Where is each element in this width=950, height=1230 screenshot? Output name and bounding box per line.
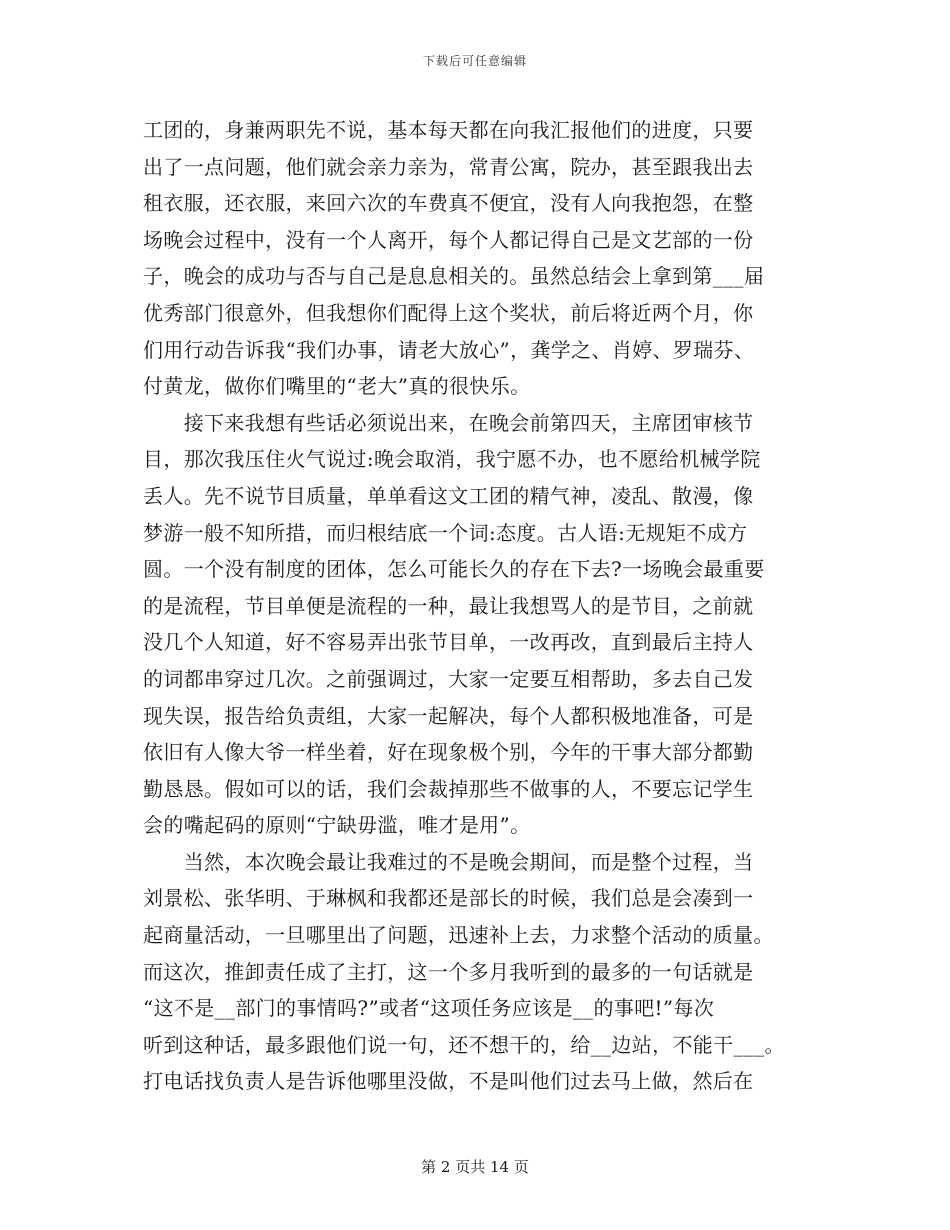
text-line: 会的嘴起码的原则“宁缺毋滥，唯才是用”。 (143, 813, 531, 838)
text-line: 工团的，身兼两职先不说，基本每天都在向我汇报他们的进度，只要 (143, 118, 754, 142)
text-line: 起商量活动，一旦哪里出了问题，迅速补上去，力求整个活动的质量。 (143, 923, 774, 948)
text-line: 优秀部门很意外，但我想你们配得上这个奖状，前后将近两个月，你 (143, 300, 754, 325)
text-line: 付黄龙，做你们嘴里的“老大”真的很快乐。 (143, 374, 531, 399)
text-line: 梦游一般不知所措，而归根结底一个词:态度。古人语:无规矩不成方 (143, 520, 748, 545)
text-line: 的词都串穿过几次。之前强调过，大家一定要互相帮助，多去自己发 (143, 666, 754, 691)
text-line: 子，晚会的成功与否与自己是息息相关的。虽然总结会上拿到第___届 (143, 264, 765, 289)
text-line: 现失误，报告给负责组，大家一起解决，每个人都积极地准备，可是 (143, 703, 754, 728)
text-line: 接下来我想有些话必须说出来，在晚会前第四天，主席团审核节 (143, 410, 754, 435)
text-line: 而这次，推卸责任成了主打，这一个多月我听到的最多的一句话就是 (143, 959, 754, 984)
text-line: 出了一点问题，他们就会亲力亲为，常青公寓，院办，甚至跟我出去 (143, 154, 754, 179)
text-line: 勤恳恳。假如可以的话，我们会裁掉那些不做事的人，不要忘记学生 (143, 776, 754, 801)
page-footer: 第 2 页共 14 页 (421, 1158, 529, 1176)
text-line: 的是流程，节目单便是流程的一种，最让我想骂人的是节目，之前就 (143, 593, 754, 618)
text-line: 圆。一个没有制度的团体，怎么可能长久的存在下去?一场晚会最重要 (143, 557, 765, 582)
text-line: 租衣服，还衣服，来回六次的车费真不便宜，没有人向我抱怨，在整 (143, 191, 754, 216)
text-line: 当然，本次晚会最让我难过的不是晚会期间，而是整个过程，当 (143, 849, 754, 874)
text-line: 丢人。先不说节目质量，单单看这文工团的精气神，凌乱、散漫，像 (143, 483, 754, 508)
text-line: 场晚会过程中，没有一个人离开，每个人都记得自己是文艺部的一份 (143, 227, 754, 252)
text-line: 依旧有人像大爷一样坐着，好在现象极个别，今年的干事大部分都勤 (143, 740, 754, 765)
body-text (143, 112, 813, 1100)
page-header: 下载后可任意编辑 (422, 54, 527, 68)
text-line: 没几个人知道，好不容易弄出张节目单，一改再改，直到最后主持人 (143, 630, 754, 655)
text-line: 刘景松、张华明、于琳枫和我都还是部长的时候，我们总是会凑到一 (143, 886, 754, 911)
text-line: 打电话找负责人是告诉他哪里没做，不是叫他们过去马上做，然后在 (143, 1069, 754, 1094)
text-line: 们用行动告诉我“我们办事，请老大放心”，龚学之、肖婷、罗瑞芬、 (143, 337, 755, 362)
text-line: 目，那次我压住火气说过:晚会取消，我宁愿不办，也不愿给机械学院 (143, 447, 761, 472)
text-line: “这不是__部门的事情吗?”或者“这项任务应该是__的事吧!”每次 (143, 996, 715, 1021)
text-line: 听到这种话，最多跟他们说一句，还不想干的，给__边站，不能干___。 (143, 1032, 785, 1057)
